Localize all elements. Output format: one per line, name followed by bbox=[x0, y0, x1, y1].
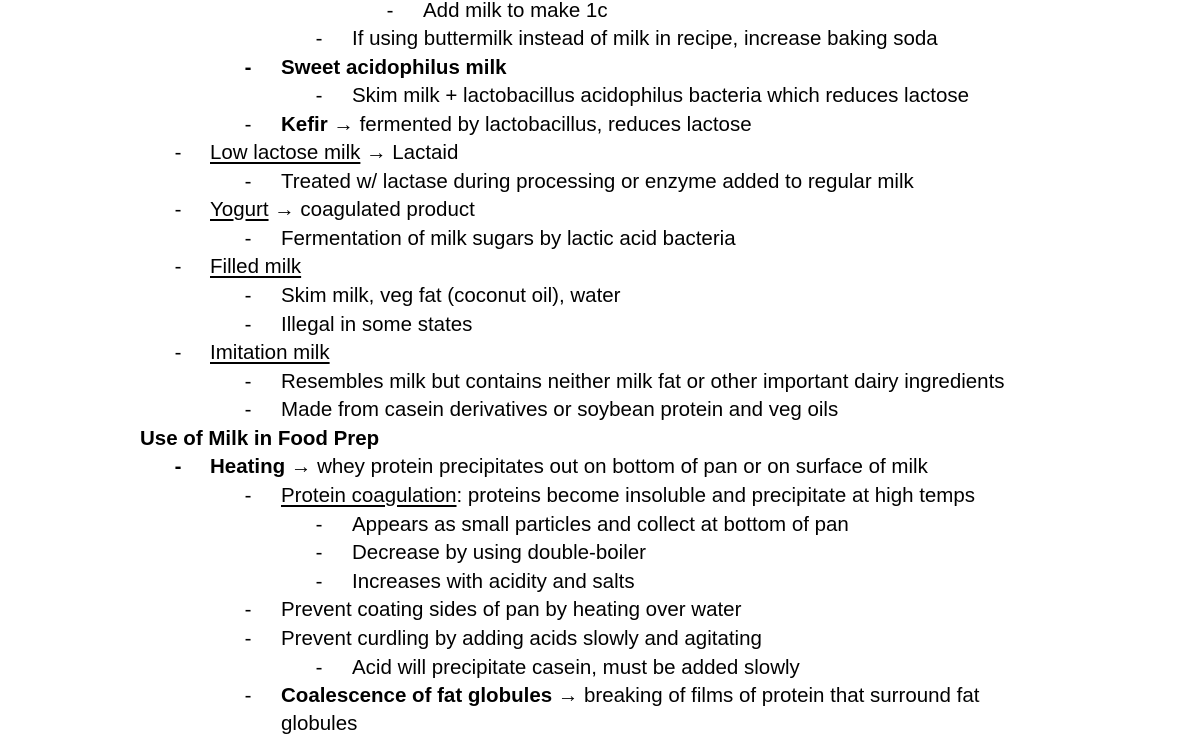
item-text: Prevent coating sides of pan by heating over water bbox=[281, 598, 742, 621]
bullet-dash: - bbox=[315, 27, 323, 50]
list-item bbox=[0, 111, 1200, 139]
bullet-dash: - bbox=[244, 627, 252, 650]
item-text: Resembles milk but contains neither milk fat or other important dairy ingredients bbox=[281, 370, 1005, 393]
item-text: Increases with acidity and salts bbox=[352, 570, 635, 593]
item-term: Imitation milk bbox=[210, 341, 330, 364]
bullet-dash: - bbox=[244, 398, 252, 421]
item-text: Skim milk, veg fat (coconut oil), water bbox=[281, 284, 621, 307]
bullet-dash: - bbox=[174, 141, 182, 164]
item-text: Decrease by using double-boiler bbox=[352, 541, 647, 564]
item-text: Made from casein derivatives or soybean protein and veg oils bbox=[281, 398, 839, 421]
item-text: Fermentation of milk sugars by lactic acid bacteria bbox=[281, 227, 736, 250]
list-item bbox=[0, 368, 1200, 396]
item-term: Coalescence of fat globules bbox=[281, 684, 553, 707]
item-definition: → coagulated product bbox=[268, 198, 475, 221]
bullet-dash: - bbox=[244, 684, 252, 707]
item-text bbox=[210, 196, 475, 224]
item-text: Illegal in some states bbox=[281, 313, 473, 336]
list-item bbox=[0, 82, 1200, 110]
bullet-dash: - bbox=[244, 113, 252, 136]
item-text: Treated w/ lactase during processing or enzyme added to regular milk bbox=[281, 170, 914, 193]
item-text: Acid will precipitate casein, must be added slowly bbox=[352, 656, 800, 679]
list-item bbox=[0, 396, 1200, 424]
list-item bbox=[0, 311, 1200, 339]
item-text bbox=[281, 111, 752, 139]
item-text: Add milk to make 1c bbox=[423, 0, 608, 22]
bullet-dash: - bbox=[244, 56, 252, 79]
bullet-dash: - bbox=[315, 541, 323, 564]
bullet-dash: - bbox=[174, 341, 182, 364]
list-item bbox=[0, 139, 1200, 167]
item-text: globules bbox=[281, 712, 358, 735]
item-term: Sweet acidophilus milk bbox=[281, 56, 507, 79]
bullet-dash: - bbox=[315, 84, 323, 107]
item-text: Prevent curdling by adding acids slowly and agitating bbox=[281, 627, 762, 650]
bullet-dash: - bbox=[315, 513, 323, 536]
bullet-dash: - bbox=[244, 313, 252, 336]
item-text: If using buttermilk instead of milk in recipe, increase baking soda bbox=[352, 27, 938, 50]
bullet-dash: - bbox=[244, 484, 252, 507]
bullet-dash: - bbox=[174, 455, 182, 478]
bullet-dash: - bbox=[244, 284, 252, 307]
bullet-dash: - bbox=[315, 570, 323, 593]
item-text: Skim milk + lactobacillus acidophilus bacteria which reduces lactose bbox=[352, 84, 969, 107]
item-text bbox=[281, 682, 979, 710]
bullet-dash: - bbox=[315, 656, 323, 679]
list-item bbox=[0, 625, 1200, 653]
item-text bbox=[281, 482, 975, 510]
list-item bbox=[0, 511, 1200, 539]
list-item bbox=[0, 196, 1200, 224]
list-item bbox=[0, 168, 1200, 196]
list-item bbox=[0, 225, 1200, 253]
item-definition: → breaking of films of protein that surround fat bbox=[552, 684, 980, 707]
list-item bbox=[0, 568, 1200, 596]
list-item bbox=[0, 654, 1200, 682]
list-item bbox=[0, 482, 1200, 510]
list-item-continuation bbox=[0, 710, 1200, 738]
bullet-dash: - bbox=[244, 370, 252, 393]
item-definition: : proteins become insoluble and precipitate at high temps bbox=[456, 484, 976, 507]
item-text bbox=[210, 139, 458, 167]
item-term: Heating bbox=[210, 455, 286, 478]
list-item bbox=[0, 0, 1200, 25]
item-term: Filled milk bbox=[210, 255, 302, 278]
list-item bbox=[0, 54, 1200, 82]
list-item bbox=[0, 682, 1200, 710]
bullet-dash: - bbox=[244, 227, 252, 250]
bullet-dash: - bbox=[386, 0, 394, 22]
item-text bbox=[210, 453, 928, 481]
bullet-dash: - bbox=[174, 198, 182, 221]
item-definition: → Lactaid bbox=[360, 141, 459, 164]
bullet-dash: - bbox=[174, 255, 182, 278]
item-definition: → whey protein precipitates out on bottom of pan or on surface of milk bbox=[285, 455, 928, 478]
bullet-dash: - bbox=[244, 170, 252, 193]
item-definition: → fermented by lactobacillus, reduces lactose bbox=[327, 113, 752, 136]
item-text: Appears as small particles and collect at bottom of pan bbox=[352, 513, 849, 536]
list-item bbox=[0, 253, 1200, 281]
list-item bbox=[0, 25, 1200, 53]
section-heading: Use of Milk in Food Prep bbox=[140, 427, 380, 450]
list-item bbox=[0, 453, 1200, 481]
list-item bbox=[0, 282, 1200, 310]
item-term: Protein coagulation bbox=[281, 484, 457, 507]
section-heading-row bbox=[0, 425, 1200, 453]
item-term: Low lactose milk bbox=[210, 141, 361, 164]
bullet-dash: - bbox=[244, 598, 252, 621]
item-term: Kefir bbox=[281, 113, 328, 136]
list-item bbox=[0, 339, 1200, 367]
list-item bbox=[0, 596, 1200, 624]
item-term: Yogurt bbox=[210, 198, 269, 221]
list-item bbox=[0, 539, 1200, 567]
